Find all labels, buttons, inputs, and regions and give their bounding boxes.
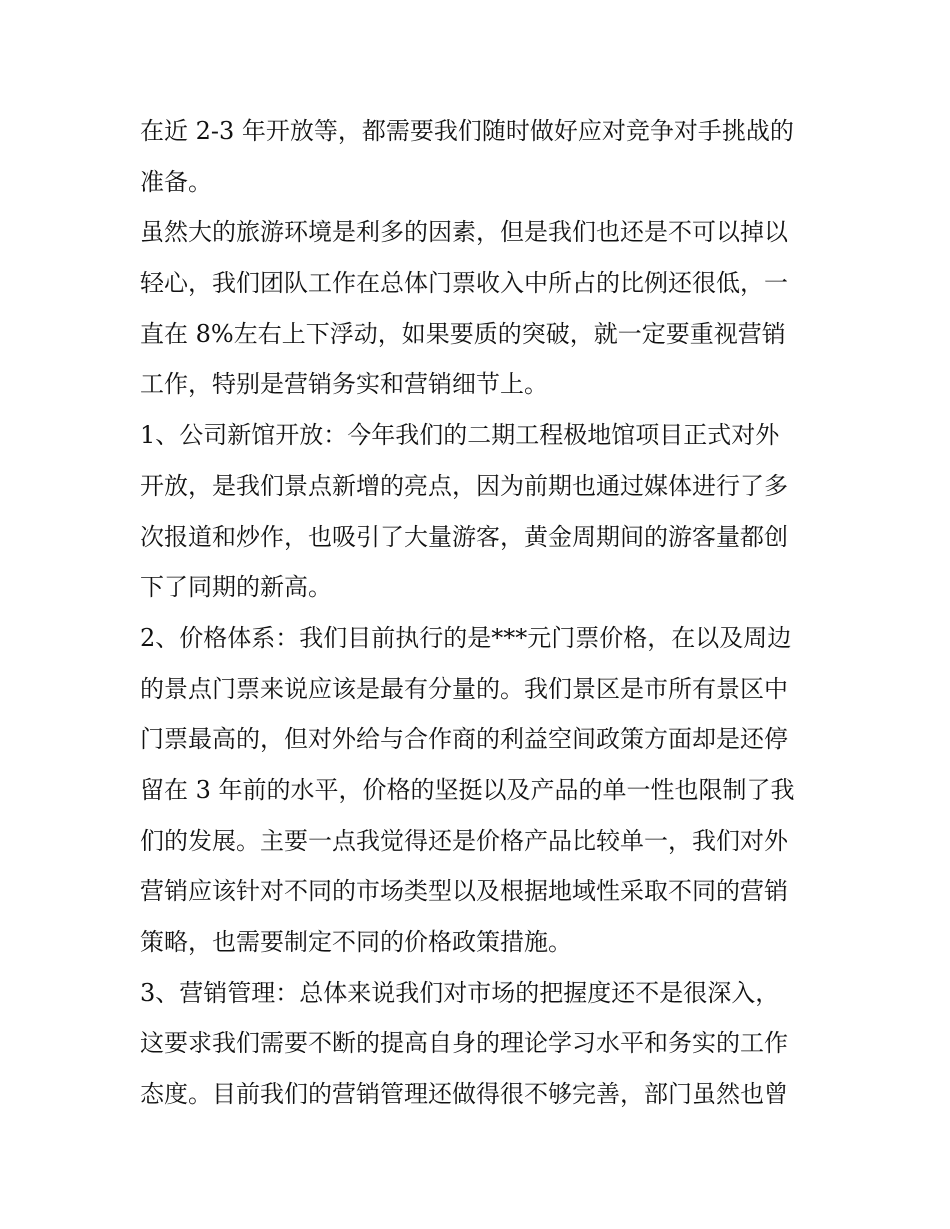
- text-line: 们的发展。主要一点我觉得还是价格产品比较单一，我们对外: [140, 826, 788, 855]
- text-line: 次报道和炒作，也吸引了大量游客，黄金周期间的游客量都创: [140, 522, 788, 551]
- text-line: 的景点门票来说应该是最有分量的。我们景区是市所有景区中: [140, 674, 788, 703]
- text-line: 准备。: [140, 167, 212, 196]
- text-line: 这要求我们需要不断的提高自身的理论学习水平和务实的工作: [140, 1029, 788, 1058]
- document-body: [140, 106, 820, 1120]
- text-line: 工作，特别是营销务实和营销细节上。: [140, 370, 548, 399]
- text-line: 直在 8%左右上下浮动，如果要质的突破，就一定要重视营销: [140, 319, 786, 348]
- text-line: 2、价格体系：我们目前执行的是***元门票价格，在以及周边: [140, 623, 792, 652]
- text-line: 留在 3 年前的水平，价格的坚挺以及产品的单一性也限制了我: [140, 775, 795, 804]
- text-line: 轻心，我们团队工作在总体门票收入中所占的比例还很低，一: [140, 269, 788, 298]
- text-line: 1、公司新馆开放：今年我们的二期工程极地馆项目正式对外: [140, 421, 780, 450]
- text-line: 下了同期的新高。: [140, 573, 332, 602]
- text-line: 虽然大的旅游环境是利多的因素，但是我们也还是不可以掉以: [140, 218, 788, 247]
- text-line: 在近 2-3 年开放等，都需要我们随时做好应对竞争对手挑战的: [140, 117, 794, 145]
- text-line: 营销应该针对不同的市场类型以及根据地域性采取不同的营销: [140, 877, 788, 906]
- text-line: 策略，也需要制定不同的价格政策措施。: [140, 928, 572, 956]
- text-line: 3、营销管理：总体来说我们对市场的把握度还不是很深入，: [140, 978, 780, 1007]
- text-line: 门票最高的，但对外给与合作商的利益空间政策方面却是还停: [140, 725, 788, 754]
- text-line: 开放，是我们景点新增的亮点，因为前期也通过媒体进行了多: [140, 471, 788, 500]
- text-line: 态度。目前我们的营销管理还做得很不够完善，部门虽然也曾: [140, 1080, 788, 1109]
